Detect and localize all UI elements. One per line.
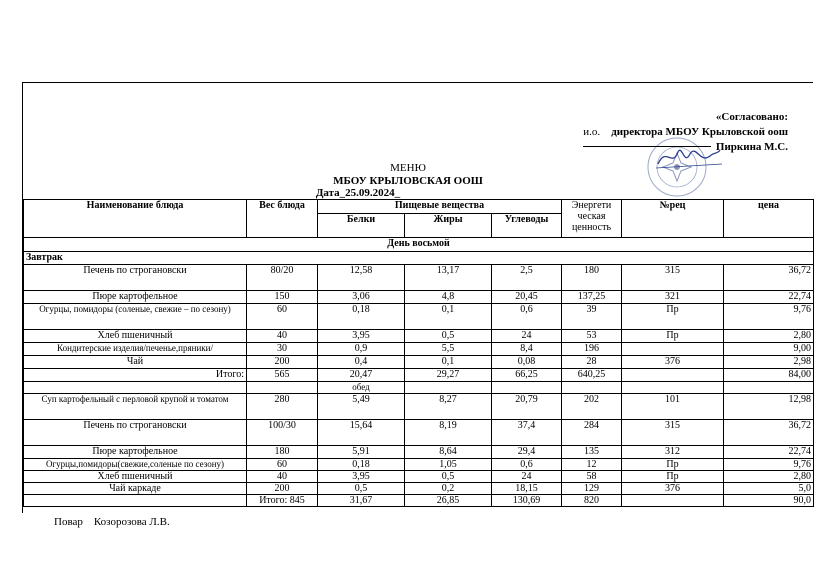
table-cell: 31,67 — [318, 495, 405, 507]
table-cell: 376 — [622, 483, 724, 495]
table-cell: 284 — [562, 420, 622, 446]
table-cell — [622, 495, 724, 507]
table-cell: 22,74 — [724, 446, 814, 459]
approval-line-1: «Согласовано: — [715, 111, 788, 123]
table-row — [24, 265, 814, 291]
table-cell: 20,79 — [492, 394, 562, 420]
table-cell: обед — [318, 382, 405, 394]
breakfast-label: Завтрак — [24, 252, 814, 265]
table-cell: 3,95 — [318, 471, 405, 483]
table-cell: 8,64 — [405, 446, 492, 459]
col-price: цена — [724, 200, 814, 238]
col-carbs: Углеводы — [492, 214, 562, 238]
table-cell: 0,4 — [318, 356, 405, 369]
table-cell: 312 — [622, 446, 724, 459]
table-cell: 101 — [622, 394, 724, 420]
signature-line — [583, 146, 711, 147]
table-cell: 180 — [562, 265, 622, 291]
approval-line-3: Пиркина М.С. — [715, 141, 788, 153]
table-cell: 80/20 — [247, 265, 318, 291]
table-row — [24, 420, 814, 446]
table-cell — [24, 495, 247, 507]
table-cell: 8,19 — [405, 420, 492, 446]
table-row — [24, 356, 814, 369]
table-cell: 3,95 — [318, 330, 405, 343]
table-cell: 0,2 — [405, 483, 492, 495]
approval-line-2: и.о. директора МБОУ Крыловской оош — [583, 126, 788, 138]
lunch-label-row — [24, 382, 814, 394]
table-row — [24, 394, 814, 420]
col-recipe: №рец — [622, 200, 724, 238]
school-name: МБОУ КРЫЛОВСКАЯ ООШ — [333, 175, 483, 187]
table-cell: 9,76 — [724, 304, 814, 330]
table-cell: 315 — [622, 265, 724, 291]
table-cell: Печень по строгановски — [24, 420, 247, 446]
table-cell: 20,45 — [492, 291, 562, 304]
table-cell: 12,58 — [318, 265, 405, 291]
table-cell: 36,72 — [724, 420, 814, 446]
table-cell — [247, 382, 318, 394]
col-fats: Жиры — [405, 214, 492, 238]
table-cell: 66,25 — [492, 369, 562, 382]
table-cell — [724, 382, 814, 394]
table-cell: 202 — [562, 394, 622, 420]
table-cell: 28 — [562, 356, 622, 369]
table-cell: 40 — [247, 330, 318, 343]
table-cell — [622, 382, 724, 394]
table-cell: 180 — [247, 446, 318, 459]
table-cell: 15,64 — [318, 420, 405, 446]
table-cell: 0,5 — [318, 483, 405, 495]
table-cell: 280 — [247, 394, 318, 420]
table-cell: 30 — [247, 343, 318, 356]
table-cell: 0,6 — [492, 459, 562, 471]
table-cell: 39 — [562, 304, 622, 330]
table-cell: 5,5 — [405, 343, 492, 356]
table-cell: 321 — [622, 291, 724, 304]
lunch-total-row — [24, 495, 814, 507]
table-cell — [24, 382, 247, 394]
table-cell: Пюре картофельное — [24, 446, 247, 459]
table-cell: Печень по строгановски — [24, 265, 247, 291]
table-cell: 8,4 — [492, 343, 562, 356]
table-cell: 315 — [622, 420, 724, 446]
table-cell: 24 — [492, 471, 562, 483]
doc-title: МЕНЮ — [390, 162, 426, 174]
table-cell: Чай каркаде — [24, 483, 247, 495]
table-cell: 36,72 — [724, 265, 814, 291]
table-cell: 53 — [562, 330, 622, 343]
table-cell: 1,05 — [405, 459, 492, 471]
col-nutrients: Пищевые вещества — [318, 200, 562, 214]
table-cell: Пр — [622, 459, 724, 471]
table-cell: 9,76 — [724, 459, 814, 471]
breakfast-total-row — [24, 369, 814, 382]
table-cell: 0,1 — [405, 304, 492, 330]
table-cell: 60 — [247, 304, 318, 330]
table-cell: 129 — [562, 483, 622, 495]
table-cell: 12 — [562, 459, 622, 471]
table-cell: 2,98 — [724, 356, 814, 369]
table-cell: 5,91 — [318, 446, 405, 459]
table-cell: Хлеб пшеничный — [24, 330, 247, 343]
table-cell: 565 — [247, 369, 318, 382]
table-row — [24, 459, 814, 471]
col-weight: Вес блюда — [247, 200, 318, 238]
table-cell: 0,1 — [405, 356, 492, 369]
table-cell: 29,4 — [492, 446, 562, 459]
table-cell — [405, 382, 492, 394]
table-row — [24, 330, 814, 343]
table-cell: 37,4 — [492, 420, 562, 446]
table-row — [24, 304, 814, 330]
table-row — [24, 471, 814, 483]
table-cell: 196 — [562, 343, 622, 356]
table-cell: 376 — [622, 356, 724, 369]
table-row — [24, 446, 814, 459]
menu-date: Дата_25.09.2024_ — [8, 187, 808, 199]
table-cell: 20,47 — [318, 369, 405, 382]
table-cell: 4,8 — [405, 291, 492, 304]
table-cell: Суп картофельный с перловой крупой и томатом — [24, 394, 247, 420]
table-cell: 0,18 — [318, 459, 405, 471]
table-cell: 2,80 — [724, 471, 814, 483]
table-cell: 60 — [247, 459, 318, 471]
table-cell: 13,17 — [405, 265, 492, 291]
table-cell: 26,85 — [405, 495, 492, 507]
table-cell: 0,5 — [405, 471, 492, 483]
table-cell — [492, 382, 562, 394]
table-cell: 5,0 — [724, 483, 814, 495]
table-cell: 150 — [247, 291, 318, 304]
table-cell: 0,6 — [492, 304, 562, 330]
table-cell: 40 — [247, 471, 318, 483]
table-cell: 8,27 — [405, 394, 492, 420]
table-cell: Огурцы, помидоры (соленые, свежие – по сезону) — [24, 304, 247, 330]
table-cell: 0,5 — [405, 330, 492, 343]
table-cell: 0,9 — [318, 343, 405, 356]
table-cell: Пюре картофельное — [24, 291, 247, 304]
col-name: Наименование блюда — [24, 200, 247, 238]
table-cell: Огурцы,помидоры(свежие,соленые по сезону) — [24, 459, 247, 471]
table-cell: 9,00 — [724, 343, 814, 356]
table-cell: Итого: — [24, 369, 247, 382]
table-row — [24, 483, 814, 495]
table-cell: Пр — [622, 304, 724, 330]
table-cell: 84,00 — [724, 369, 814, 382]
table-cell: Пр — [622, 471, 724, 483]
table-cell: Итого: 845 — [247, 495, 318, 507]
menu-table — [23, 199, 814, 507]
table-row — [24, 291, 814, 304]
table-cell — [622, 343, 724, 356]
table-cell: 200 — [247, 356, 318, 369]
day-label: День восьмой — [24, 238, 814, 252]
table-cell: 100/30 — [247, 420, 318, 446]
table-cell: 130,69 — [492, 495, 562, 507]
table-cell: 24 — [492, 330, 562, 343]
footer-cook: Повар Козорозова Л.В. — [54, 516, 170, 528]
table-cell: 90,0 — [724, 495, 814, 507]
table-cell: 200 — [247, 483, 318, 495]
table-cell: Хлеб пшеничный — [24, 471, 247, 483]
table-row — [24, 343, 814, 356]
table-cell: 29,27 — [405, 369, 492, 382]
table-cell: 0,18 — [318, 304, 405, 330]
col-proteins: Белки — [318, 214, 405, 238]
table-cell: 22,74 — [724, 291, 814, 304]
table-cell: 820 — [562, 495, 622, 507]
table-cell: 3,06 — [318, 291, 405, 304]
table-cell: 2,5 — [492, 265, 562, 291]
table-cell: 2,80 — [724, 330, 814, 343]
table-cell — [562, 382, 622, 394]
table-cell — [622, 369, 724, 382]
table-cell: 640,25 — [562, 369, 622, 382]
table-cell: 135 — [562, 446, 622, 459]
table-cell: 12,98 — [724, 394, 814, 420]
table-cell: Кондитерские изделия/печенье,пряники/ — [24, 343, 247, 356]
table-cell: 0,08 — [492, 356, 562, 369]
table-cell: Пр — [622, 330, 724, 343]
table-cell: 58 — [562, 471, 622, 483]
table-cell: Чай — [24, 356, 247, 369]
table-cell: 5,49 — [318, 394, 405, 420]
col-energy: Энергети ческая ценность — [562, 200, 622, 238]
table-cell: 137,25 — [562, 291, 622, 304]
table-cell: 18,15 — [492, 483, 562, 495]
